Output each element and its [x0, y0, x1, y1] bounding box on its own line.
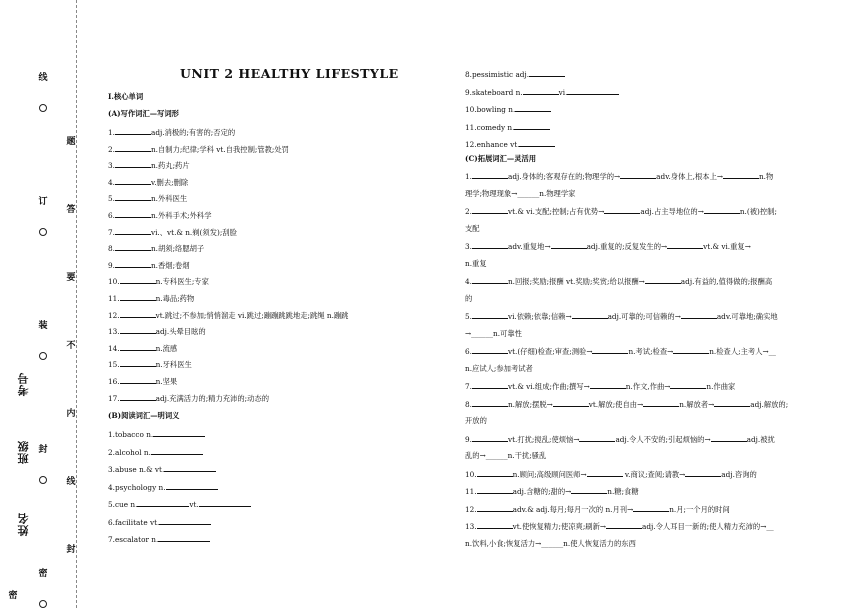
item-text: n.考试;检查→	[628, 347, 674, 356]
item-text: 7.	[465, 382, 472, 391]
item-text: 10.bowling n.	[465, 105, 516, 114]
answer-blank[interactable]	[120, 294, 156, 301]
answer-blank[interactable]	[472, 172, 508, 179]
answer-blank[interactable]	[685, 470, 721, 477]
list-item	[465, 88, 619, 96]
answer-blank[interactable]	[115, 145, 151, 152]
list-item	[108, 500, 251, 508]
item-text: adj.可靠的;可信赖的→	[607, 312, 681, 321]
list-item	[108, 211, 212, 219]
item-text: 11.	[108, 294, 120, 303]
answer-blank[interactable]	[681, 312, 717, 319]
answer-blank[interactable]	[606, 522, 642, 529]
item-text: vt.跳过;不参加;悄悄溜走 vi.跳过;蹦蹦跳跳地走;跳绳 n.蹦跳	[155, 310, 349, 320]
list-item	[108, 161, 190, 169]
item-text: vi.	[558, 87, 568, 97]
section-core-words: Ⅰ.核心单词	[108, 92, 144, 101]
list-item	[108, 465, 216, 473]
item-text: n.香烟;卷烟	[150, 260, 190, 270]
item-text: 11.	[465, 487, 477, 496]
exam-number-label: 考号	[17, 372, 30, 396]
list-item	[108, 360, 192, 368]
list-item	[108, 178, 188, 186]
list-item	[108, 344, 177, 352]
list-item	[465, 470, 757, 478]
answer-blank[interactable]	[151, 448, 203, 455]
item-text: 4.	[465, 277, 472, 286]
item-text: vt.& vi.重复→	[703, 242, 751, 251]
answer-blank[interactable]	[115, 244, 151, 251]
circle-icon	[39, 104, 47, 112]
item-text: 12.enhance vt.	[465, 140, 520, 149]
item-text: 7.	[108, 227, 115, 237]
item-text: 9.skateboard n.	[465, 87, 523, 97]
list-item-cont: →______n.可靠性	[465, 328, 522, 338]
answer-blank[interactable]	[472, 382, 508, 389]
answer-blank[interactable]	[633, 505, 669, 512]
item-text: adj.令人不安的;引起烦恼的→	[615, 434, 711, 444]
answer-blank[interactable]	[164, 465, 216, 472]
item-text: 11.comedy n.	[465, 122, 515, 132]
list-item	[465, 172, 773, 180]
item-text: adj.身体的;客观存在的;物理学的→	[507, 172, 621, 181]
answer-blank[interactable]	[673, 347, 709, 354]
item-text: adj.解放的;	[750, 399, 789, 409]
list-item	[108, 261, 190, 269]
answer-blank[interactable]	[115, 161, 151, 168]
list-item-cont: n.饮料,小食;恢复活力→______n.使人恢复活力的东西	[465, 538, 636, 548]
answer-blank[interactable]	[472, 277, 508, 284]
list-item	[465, 487, 639, 495]
item-text: vi.依赖;依靠;信赖→	[507, 312, 572, 321]
answer-blank[interactable]	[670, 382, 706, 389]
answer-blank[interactable]	[472, 207, 508, 214]
list-item	[465, 105, 551, 113]
answer-blank[interactable]	[120, 360, 156, 367]
item-text: n.(被)控制;	[739, 207, 777, 216]
item-text: n.坚果	[155, 377, 178, 386]
item-text: n.解放;摆脱→	[507, 399, 553, 409]
item-text: v.商议;查阅;请教→	[622, 469, 686, 479]
item-text: 7.escalator n.	[108, 535, 159, 544]
item-text: adj.占主导地位的→	[640, 207, 704, 216]
answer-blank[interactable]	[120, 344, 156, 351]
answer-blank[interactable]	[153, 430, 205, 437]
item-text: 6.	[465, 347, 472, 356]
unit-title: UNIT 2 HEALTHY LIFESTYLE	[180, 66, 399, 81]
list-item	[465, 312, 778, 320]
margin-char: 装	[38, 321, 48, 331]
answer-blank[interactable]	[115, 178, 151, 185]
answer-blank[interactable]	[572, 312, 608, 319]
answer-blank[interactable]	[587, 470, 623, 477]
item-text: 9.	[465, 434, 472, 444]
answer-blank[interactable]	[115, 211, 151, 218]
list-item	[108, 145, 289, 153]
item-text: n.作曲家	[706, 382, 736, 391]
margin-char: 线	[66, 477, 76, 487]
answer-blank[interactable]	[723, 172, 759, 179]
list-item	[108, 194, 187, 202]
item-text: 15.	[108, 360, 120, 370]
item-text: adj.有益的,值得做的;报酬高	[680, 277, 773, 286]
answer-blank[interactable]	[120, 327, 156, 334]
list-item-cont: 开放的	[465, 416, 487, 425]
answer-blank[interactable]	[529, 70, 565, 77]
item-text: adj.被扰	[746, 434, 775, 444]
list-item	[465, 435, 775, 443]
margin-char: 内	[66, 409, 76, 419]
item-text: 4.psychology n.	[108, 482, 166, 492]
answer-blank[interactable]	[515, 105, 551, 112]
section-reading-vocab: (B)阅读词汇—明词义	[108, 411, 180, 420]
margin-char: 不	[66, 341, 76, 351]
list-item	[465, 400, 788, 408]
item-text: n.流感	[155, 343, 178, 353]
answer-blank[interactable]	[590, 382, 626, 389]
item-text: n.糖;食糖	[607, 487, 639, 496]
item-text: vt.& vi.组成;作曲;撰写→	[507, 382, 590, 391]
item-text: 16.	[108, 377, 120, 386]
margin-char: 题	[66, 137, 76, 147]
item-text: n.检查人;主考人→__	[709, 347, 776, 356]
list-item-cont: n.应试人;参加考试者	[465, 363, 533, 373]
margin-char: 线	[38, 73, 48, 83]
item-text: 8.	[108, 244, 115, 254]
margin-char: 答	[66, 205, 76, 215]
item-text: 13.	[465, 522, 477, 531]
list-item-cont: 理学;物理现象→______n.物理学家	[465, 188, 576, 198]
margin-char: 封	[66, 545, 76, 555]
answer-blank[interactable]	[137, 500, 189, 507]
item-text: vt.打扰;搅乱;使烦恼→	[507, 434, 580, 444]
item-text: 3.	[108, 161, 115, 171]
answer-blank[interactable]	[159, 518, 211, 525]
item-text: 8.pessimistic adj.	[465, 70, 530, 79]
circle-icon	[39, 228, 47, 236]
item-text: adv.& adj.每月;每月一次的 n.月刊→	[512, 504, 634, 514]
item-text: 8.	[465, 399, 472, 409]
item-text: adj.含糖的;甜的→	[512, 487, 572, 496]
item-text: n.毒品;药物	[155, 294, 195, 303]
item-text: 13.	[108, 327, 120, 337]
item-text: adj.令人耳目一新的;使人精力充沛的→__	[641, 522, 774, 531]
item-text: 3.	[465, 242, 472, 251]
item-text: n.解放者→	[679, 399, 715, 409]
list-item	[108, 483, 218, 491]
answer-blank[interactable]	[477, 487, 513, 494]
list-item	[108, 244, 204, 252]
item-text: n.专科医生;专家	[155, 277, 209, 287]
item-text: 17.	[108, 393, 120, 403]
answer-blank[interactable]	[571, 487, 607, 494]
answer-blank[interactable]	[120, 311, 156, 318]
item-text: n.药丸;药片	[150, 161, 190, 171]
answer-blank[interactable]	[714, 400, 750, 407]
list-item-cont: n.重复	[465, 258, 487, 268]
item-text: adv.重复地→	[507, 242, 551, 251]
item-text: adv.身体上,根本上→	[656, 172, 723, 181]
item-text: 12.	[465, 504, 477, 514]
item-text: 4.	[108, 177, 115, 187]
item-text: v.删去;删除	[150, 177, 189, 187]
list-item-cont: 乱的→______n.干扰;骚乱	[465, 451, 547, 460]
item-text: n.月;一个月的时间	[669, 504, 730, 514]
item-text: vt.& vi.支配;控制;占有优势→	[507, 207, 605, 216]
list-item	[465, 382, 735, 390]
list-item	[465, 347, 776, 355]
circle-icon	[39, 352, 47, 360]
answer-blank[interactable]	[472, 312, 508, 319]
item-text: adv.可靠地;确实地	[716, 312, 778, 321]
answer-blank[interactable]	[604, 207, 640, 214]
item-text: 5.cue n.	[108, 500, 138, 509]
list-item	[465, 123, 550, 131]
answer-blank[interactable]	[472, 435, 508, 442]
item-text: adj.重复的;反复发生的→	[586, 242, 668, 251]
item-text: 3.abuse n.& vt.	[108, 465, 165, 474]
answer-blank[interactable]	[472, 400, 508, 407]
circle-icon	[39, 476, 47, 484]
item-text: adj.消极的;有害的;否定的	[150, 128, 236, 137]
item-text: n.顾问;高级顾问医师→	[512, 469, 587, 479]
item-text: 2.	[465, 207, 472, 216]
item-text: vt.使恢复精力;使凉爽;刷新→	[512, 522, 606, 531]
answer-blank[interactable]	[115, 194, 151, 201]
margin-char: 订	[38, 197, 48, 207]
answer-blank[interactable]	[199, 500, 251, 507]
list-item	[108, 277, 209, 285]
answer-blank[interactable]	[643, 400, 679, 407]
item-text: vi.、vt.& n.剃(须发);刮脸	[150, 227, 237, 237]
item-text: n.牙科医生	[155, 360, 192, 370]
answer-blank[interactable]	[553, 400, 589, 407]
list-item	[465, 140, 555, 148]
list-item	[108, 327, 206, 335]
list-item-cont: 的	[465, 293, 473, 303]
item-text: vt.(仔细)检查;审查;测验→	[507, 347, 593, 356]
list-item	[108, 535, 210, 543]
item-text: vt.解放;使自由→	[588, 399, 644, 409]
list-item	[108, 518, 211, 526]
list-item	[108, 448, 203, 456]
item-text: adj.咨询的	[721, 469, 757, 479]
item-text: 14.	[108, 343, 120, 353]
answer-blank[interactable]	[620, 172, 656, 179]
answer-blank[interactable]	[592, 347, 628, 354]
list-item	[108, 294, 194, 302]
item-text: n.外科医生	[150, 194, 188, 204]
list-item	[465, 277, 772, 285]
circle-icon	[39, 600, 47, 608]
list-item-cont: 支配	[465, 223, 480, 233]
list-item	[108, 377, 177, 385]
section-expand-vocab: (C)拓展词汇—灵活用	[465, 154, 537, 163]
answer-blank[interactable]	[551, 242, 587, 249]
item-text: 2.alcohol n.	[108, 447, 151, 457]
answer-blank[interactable]	[472, 242, 508, 249]
item-text: 1.tobacco n.	[108, 430, 154, 439]
answer-blank[interactable]	[567, 88, 619, 95]
item-text: n.物	[758, 172, 774, 181]
item-text: adj.头晕目眩的	[155, 327, 206, 337]
list-item	[108, 311, 348, 319]
section-writing-vocab: (A)写作词汇—写词形	[108, 109, 179, 118]
margin-char: 要	[66, 273, 76, 283]
list-item	[465, 207, 777, 215]
item-text: 9.	[108, 260, 115, 270]
item-text: adj.充满活力的;精力充沛的;动态的	[155, 393, 269, 403]
class-label: 班级	[17, 440, 30, 464]
list-item	[108, 394, 269, 402]
answer-blank[interactable]	[472, 347, 508, 354]
list-item	[108, 430, 205, 438]
answer-blank[interactable]	[115, 261, 151, 268]
list-item	[465, 242, 751, 250]
item-text: n.回报;奖励;报酬 vt.奖励;奖赏;给以报酬→	[507, 277, 645, 286]
name-label: 姓名	[17, 512, 30, 536]
margin-char: 密	[8, 591, 18, 601]
answer-blank[interactable]	[519, 140, 555, 147]
item-text: 6.	[108, 211, 115, 220]
item-text: 12.	[108, 310, 120, 320]
list-item	[465, 522, 774, 530]
answer-blank[interactable]	[477, 505, 513, 512]
item-text: 2.	[108, 144, 115, 154]
answer-blank[interactable]	[477, 522, 513, 529]
answer-blank[interactable]	[667, 242, 703, 249]
item-text: 1.	[108, 128, 115, 137]
answer-blank[interactable]	[115, 228, 151, 235]
answer-blank[interactable]	[115, 128, 151, 135]
answer-blank[interactable]	[166, 483, 218, 490]
answer-blank[interactable]	[158, 535, 210, 542]
item-text: 10.	[108, 277, 120, 287]
item-text: 1.	[465, 172, 472, 181]
item-text: n.自制力;纪律;学科 vt.自我控制;管教;处罚	[150, 144, 289, 154]
answer-blank[interactable]	[514, 123, 550, 130]
item-text: 5.	[108, 194, 115, 204]
margin-char: 封	[38, 445, 48, 455]
list-item	[108, 128, 235, 136]
answer-blank[interactable]	[711, 435, 747, 442]
list-item	[465, 70, 565, 78]
item-text: n.作文,作曲→	[625, 382, 671, 391]
item-text: n.外科手术;外科学	[150, 211, 212, 220]
margin-char: 密	[38, 569, 48, 579]
answer-blank[interactable]	[523, 88, 559, 95]
list-item	[465, 505, 730, 513]
item-text: n.胡须;络腮胡子	[150, 244, 205, 254]
answer-blank[interactable]	[579, 435, 615, 442]
answer-blank[interactable]	[645, 277, 681, 284]
answer-blank[interactable]	[120, 277, 156, 284]
item-text: 6.facilitate vt.	[108, 517, 160, 527]
cut-line	[76, 0, 77, 608]
binding-margin	[0, 0, 88, 608]
item-text: 5.	[465, 312, 472, 321]
answer-blank[interactable]	[477, 470, 513, 477]
item-text: 10.	[465, 469, 477, 479]
list-item	[108, 228, 237, 236]
answer-blank[interactable]	[120, 394, 156, 401]
answer-blank[interactable]	[120, 377, 156, 384]
item-text: vt.	[189, 500, 199, 509]
answer-blank[interactable]	[704, 207, 740, 214]
